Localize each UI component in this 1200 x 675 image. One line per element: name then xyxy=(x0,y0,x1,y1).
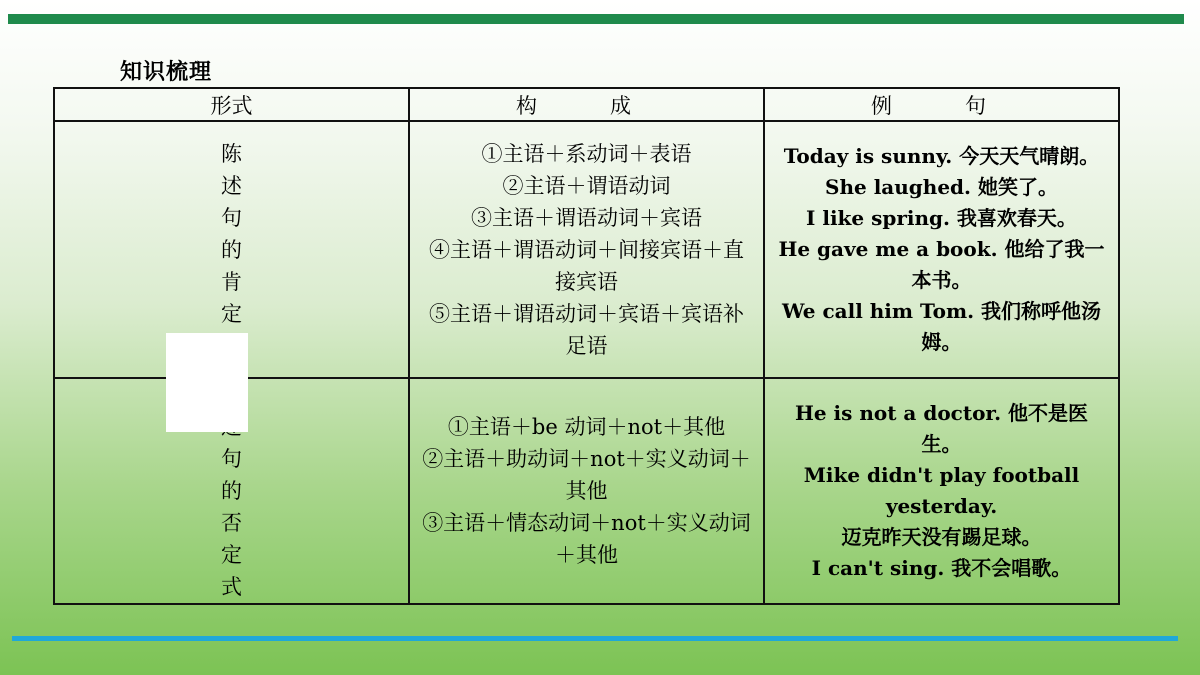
form-cell-affirmative: 陈述句的肯定 xyxy=(54,121,409,378)
top-decorative-bar xyxy=(8,14,1184,24)
header-structure: 构 成 xyxy=(409,88,764,121)
structure-item: ①主语＋系动词＋表语 xyxy=(481,141,692,166)
structure-cell xyxy=(409,121,764,378)
structure-item: ⑤主语＋谓语动词＋宾语＋宾语补足语 xyxy=(429,301,744,358)
header-form: 形式 xyxy=(54,88,409,121)
example-item: I like spring. 我喜欢春天。 xyxy=(806,206,1077,230)
structure-cell xyxy=(409,378,764,604)
structure-item: ②主语＋助动词＋not＋实义动词＋其他 xyxy=(422,447,751,503)
example-item: 迈克昨天没有踢足球。 xyxy=(841,525,1042,549)
form-cell-negative: 句的否定式 xyxy=(54,378,409,604)
example-item: I can't sing. 我不会唱歌。 xyxy=(811,556,1072,580)
example-item: Mike didn't play football yesterday. xyxy=(803,463,1080,518)
example-cell xyxy=(764,378,1119,604)
example-item: He gave me a book. 他给了我一本书。 xyxy=(778,237,1105,292)
table-header-row xyxy=(54,88,1119,121)
example-item: He is not a doctor. 他不是医生。 xyxy=(794,401,1089,456)
example-item: Today is sunny. 今天天气晴朗。 xyxy=(783,144,1100,168)
example-cell xyxy=(764,121,1119,378)
structure-item: ②主语＋谓语动词 xyxy=(502,173,671,198)
bottom-decorative-line xyxy=(12,636,1178,641)
header-example: 例 句 xyxy=(764,88,1119,121)
structure-item: ③主语＋情态动词＋not＋实义动词＋其他 xyxy=(422,511,751,567)
structure-item: ①主语＋be 动词＋not＋其他 xyxy=(447,415,726,439)
example-item: She laughed. 她笑了。 xyxy=(825,175,1058,199)
structure-item: ③主语＋谓语动词＋宾语 xyxy=(471,205,702,230)
white-overlay-patch xyxy=(166,333,248,432)
structure-item: ④主语＋谓语动词＋间接宾语＋直接宾语 xyxy=(429,237,744,294)
example-item: We call him Tom. 我们称呼他汤姆。 xyxy=(781,299,1102,354)
section-title: 知识梳理 xyxy=(120,60,213,85)
